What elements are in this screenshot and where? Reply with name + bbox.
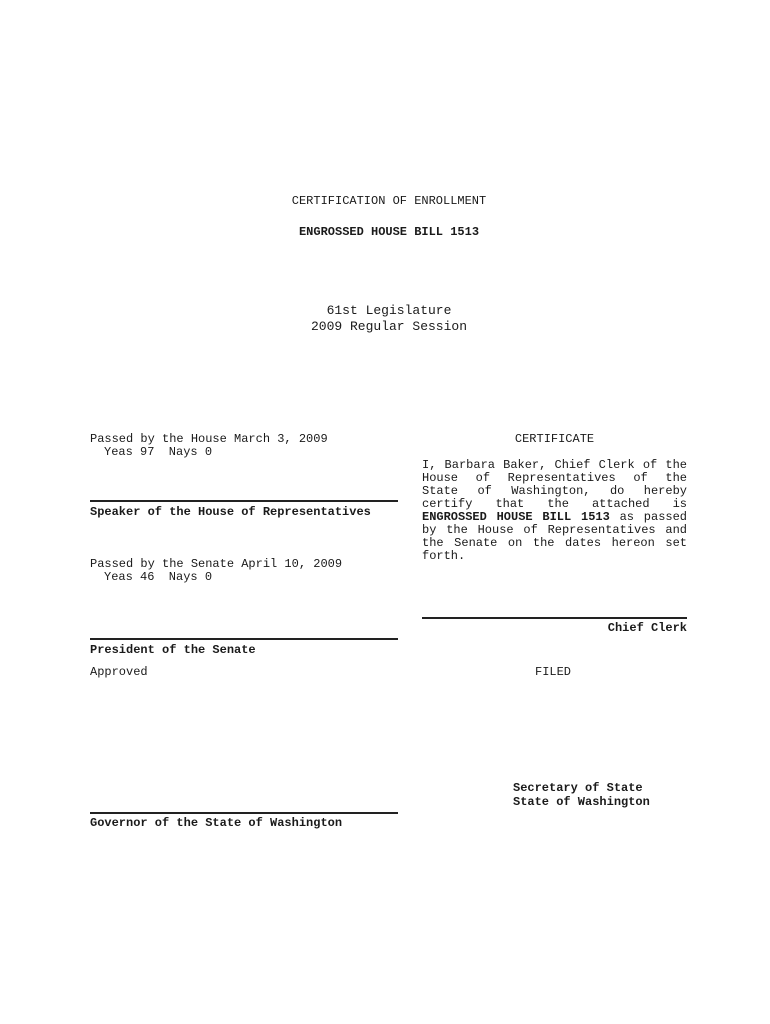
approved-label: Approved xyxy=(90,665,148,679)
certificate-text-part-2: as passed by the House of Representatives and the Senate on the dates hereon set forth. xyxy=(422,510,688,563)
certificate-heading: CERTIFICATE xyxy=(514,432,595,446)
governor-signature-line xyxy=(90,812,398,814)
house-votes: Yeas 97 Nays 0 xyxy=(104,445,213,459)
house-passed: Passed by the House March 3, 2009 xyxy=(90,432,328,446)
session: 2009 Regular Session xyxy=(310,319,468,334)
legislature: 61st Legislature xyxy=(326,303,452,318)
certificate-bill: ENGROSSED HOUSE BILL 1513 xyxy=(422,510,610,524)
filed-label: FILED xyxy=(535,665,572,679)
chief-clerk-label: Chief Clerk xyxy=(607,621,687,635)
certificate-text-part-1: I, Barbara Baker, Chief Clerk of the House of Representatives of the State of Washington, do hereby certify that the attached is xyxy=(422,458,687,511)
senate-votes: Yeas 46 Nays 0 xyxy=(104,570,213,584)
chief-clerk-signature-line xyxy=(422,617,687,619)
governor-label: Governor of the State of Washington xyxy=(90,816,343,830)
state-label: State of Washington xyxy=(513,795,650,809)
president-signature-line xyxy=(90,638,398,640)
certification-title: CERTIFICATION OF ENROLLMENT xyxy=(291,194,487,208)
senate-passed: Passed by the Senate April 10, 2009 xyxy=(90,557,343,571)
bill-title: ENGROSSED HOUSE BILL 1513 xyxy=(298,225,480,239)
secretary-label: Secretary of State xyxy=(513,781,643,795)
speaker-signature-line xyxy=(90,500,398,502)
president-label: President of the Senate xyxy=(90,643,256,657)
certificate-text xyxy=(422,459,687,563)
speaker-label: Speaker of the House of Representatives xyxy=(90,505,371,519)
